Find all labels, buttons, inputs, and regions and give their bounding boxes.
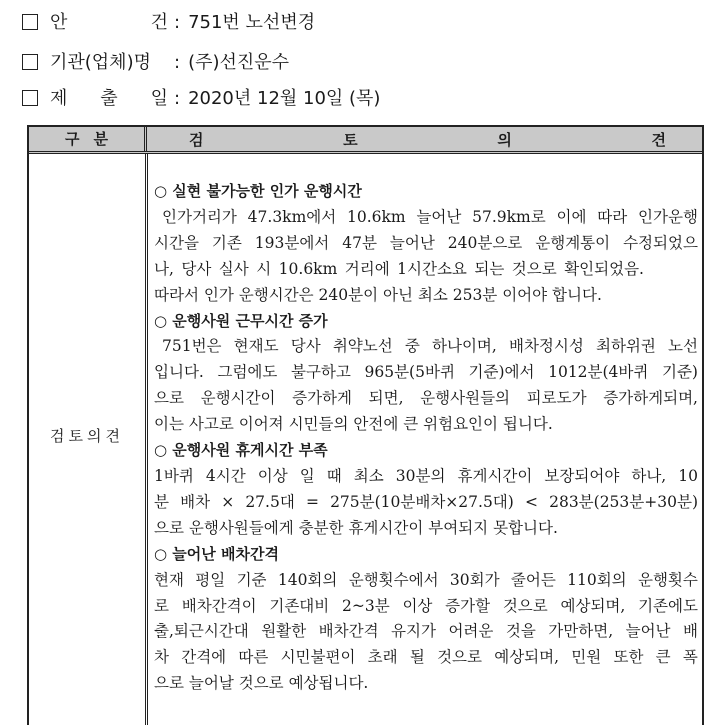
text-line: 시간을 기존 193분에서 47분 늘어난 240분으로 운행계통이 수정되었으 — [154, 233, 698, 252]
date-label: 제 출 일 — [50, 88, 168, 109]
subject-value: 751번 노선변경 — [188, 12, 316, 33]
review-content — [154, 179, 698, 697]
text-line: 으로 운행사원들에게 충분한 휴게시간이 부여되지 못합니다. — [154, 518, 558, 537]
text-line: 이는 사고로 이어져 시민들의 안전에 큰 위험요인이 됩니다. — [154, 415, 553, 434]
text-line: 751번은 현재도 당사 취약노선 중 하나이며, 배차정시성 최하위권 노선 — [162, 337, 698, 356]
column-divider — [145, 154, 148, 725]
section-heading: ○ 실현 불가능한 인가 운행시간 — [154, 182, 362, 200]
section-heading: ○ 늘어난 배차간격 — [154, 544, 279, 563]
section-heading: ○ 운행사원 휴게시간 부족 — [154, 441, 328, 460]
date-value: 2020년 12월 10일 (목) — [188, 88, 381, 109]
checkbox-icon — [22, 14, 38, 30]
text-line: 분 배차 × 27.5대 = 275분(10분배차×27.5대) < 283분(253분+30분) — [154, 492, 698, 511]
section-heading: ○ 운행사원 근무시간 증가 — [154, 311, 328, 330]
subject-line: 안 건 : 751번 노선변경 — [22, 10, 315, 36]
text-line: 1바퀴 4시간 이상 일 때 최소 30분의 휴게시간이 보장되어야 하나, 10 — [154, 466, 698, 485]
text-line: 따라서 인가 운행시간은 240분이 아닌 최소 253분 이어야 합니다. — [154, 285, 602, 304]
text-line: 로 배차간격이 기존대비 2~3분 이상 증가할 것으로 예상되며, 기존에도 — [154, 596, 698, 615]
checkbox-icon — [22, 90, 38, 106]
text-line: 출,퇴근시간대 원활한 배차간격 유지가 어려운 것을 가만하면, 늘어난 배 — [154, 622, 698, 641]
text-line: 나, 당사 실사 시 10.6km 거리에 1시간소요 되는 것으로 확인되었음. — [154, 259, 644, 278]
company-line: 기관(업체)명 : (주)선진운수 — [22, 50, 289, 76]
text-line: 입니다. 그럼에도 불구하고 965분(5바퀴 기준)에서 1012분(4바퀴 기준) — [154, 363, 698, 382]
review-table — [27, 125, 704, 725]
header-review: 검 토 의 견 — [189, 130, 666, 149]
table-header — [29, 127, 702, 154]
header-category: 구분 — [29, 127, 147, 151]
company-value: (주)선진운수 — [188, 52, 290, 73]
company-label: 기관(업체)명 — [50, 52, 151, 73]
text-line: 차 간격에 따른 시민불편이 초래 될 것으로 예상되며, 민원 또한 큰 폭 — [154, 648, 698, 667]
text-line: 현재 평일 기준 140회의 운행횟수에서 30회가 줄어든 110회의 운행횟수 — [154, 570, 698, 589]
text-line: 인가거리가 47.3km에서 10.6km 늘어난 57.9km로 이에 따라 인가운행 — [162, 207, 698, 226]
row-label: 검토의견 — [50, 427, 124, 445]
subject-label: 안 건 — [50, 12, 168, 33]
date-line: 제 출 일 : 2020년 12월 10일 (목) — [22, 86, 380, 112]
text-line: 으로 늘어날 것으로 예상됩니다. — [154, 674, 369, 693]
checkbox-icon — [22, 54, 38, 70]
text-line: 으로 운행시간이 증가하게 되면, 운행사원들의 피로도가 증가하게되며, — [154, 389, 698, 408]
